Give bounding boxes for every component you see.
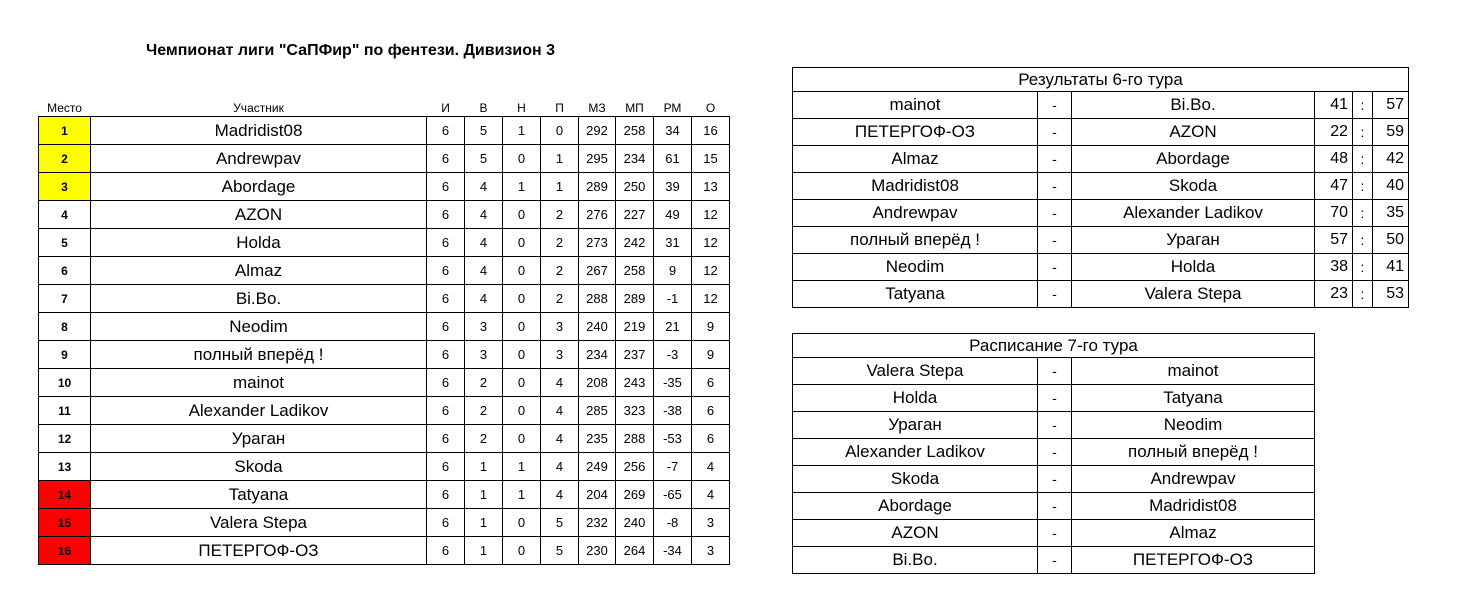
team-name: полный вперёд !	[91, 341, 427, 369]
away-team: Madridist08	[1072, 493, 1315, 520]
standings-row	[39, 117, 734, 145]
scored-cell: 273	[579, 229, 616, 257]
team-name: Neodim	[91, 313, 427, 341]
result-row	[793, 173, 1409, 200]
conceded-cell: 219	[616, 313, 654, 341]
draws-cell: 0	[503, 397, 541, 425]
conceded-cell: 256	[616, 453, 654, 481]
conceded-cell: 269	[616, 481, 654, 509]
team-name: mainot	[91, 369, 427, 397]
conceded-cell: 240	[616, 509, 654, 537]
result-row	[793, 146, 1409, 173]
separator: -	[1038, 173, 1072, 200]
home-score: 48	[1315, 146, 1353, 173]
points-cell: 6	[692, 425, 730, 453]
schedule-title: Расписание 7-го тура	[793, 334, 1315, 358]
standings-row	[39, 509, 734, 537]
team-name: Almaz	[91, 257, 427, 285]
wins-cell: 2	[465, 397, 503, 425]
points-cell: 12	[692, 229, 730, 257]
team-name: Abordage	[91, 173, 427, 201]
away-team: Bi.Bo.	[1072, 92, 1315, 119]
separator: -	[1038, 439, 1072, 466]
separator: -	[1038, 92, 1072, 119]
wins-cell: 1	[465, 509, 503, 537]
conceded-cell: 258	[616, 117, 654, 145]
home-team: Abordage	[793, 493, 1038, 520]
wins-cell: 3	[465, 313, 503, 341]
scored-cell: 289	[579, 173, 616, 201]
losses-cell: 4	[541, 453, 579, 481]
away-team: Almaz	[1072, 520, 1315, 547]
away-score: 53	[1373, 281, 1409, 308]
away-score: 35	[1373, 200, 1409, 227]
row-spacer	[730, 117, 734, 145]
team-name: Alexander Ladikov	[91, 397, 427, 425]
home-team: Alexander Ladikov	[793, 439, 1038, 466]
diff-cell: 21	[654, 313, 692, 341]
diff-cell: 9	[654, 257, 692, 285]
diff-cell: -7	[654, 453, 692, 481]
played-cell: 6	[427, 341, 465, 369]
score-colon: :	[1353, 254, 1373, 281]
place-cell: 7	[39, 285, 91, 313]
place-cell: 4	[39, 201, 91, 229]
wins-cell: 5	[465, 117, 503, 145]
away-team: ПЕТЕРГОФ-ОЗ	[1072, 547, 1315, 574]
header-points: О	[705, 101, 716, 115]
row-spacer	[730, 453, 734, 481]
separator: -	[1038, 254, 1072, 281]
away-team: Skoda	[1072, 173, 1315, 200]
conceded-cell: 234	[616, 145, 654, 173]
score-colon: :	[1353, 200, 1373, 227]
standings-row	[39, 369, 734, 397]
score-colon: :	[1353, 227, 1373, 254]
schedule-row	[793, 547, 1315, 574]
losses-cell: 2	[541, 257, 579, 285]
row-spacer	[730, 145, 734, 173]
points-cell: 3	[692, 509, 730, 537]
played-cell: 6	[427, 173, 465, 201]
standings-row	[39, 285, 734, 313]
points-cell: 16	[692, 117, 730, 145]
row-spacer	[730, 369, 734, 397]
losses-cell: 3	[541, 341, 579, 369]
team-name: Holda	[91, 229, 427, 257]
away-team: Abordage	[1072, 146, 1315, 173]
separator: -	[1038, 412, 1072, 439]
row-spacer	[730, 425, 734, 453]
played-cell: 6	[427, 201, 465, 229]
away-team: полный вперёд !	[1072, 439, 1315, 466]
conceded-cell: 288	[616, 425, 654, 453]
away-team: Alexander Ladikov	[1072, 200, 1315, 227]
place-cell: 8	[39, 313, 91, 341]
header-losses: П	[555, 101, 564, 115]
away-score: 59	[1373, 119, 1409, 146]
losses-cell: 1	[541, 173, 579, 201]
results-table	[792, 67, 1409, 308]
points-cell: 12	[692, 201, 730, 229]
diff-cell: 49	[654, 201, 692, 229]
conceded-cell: 323	[616, 397, 654, 425]
draws-cell: 0	[503, 341, 541, 369]
separator: -	[1038, 200, 1072, 227]
wins-cell: 1	[465, 481, 503, 509]
losses-cell: 5	[541, 537, 579, 565]
draws-cell: 1	[503, 453, 541, 481]
conceded-cell: 227	[616, 201, 654, 229]
score-colon: :	[1353, 173, 1373, 200]
separator: -	[1038, 119, 1072, 146]
standings-row	[39, 425, 734, 453]
away-score: 50	[1373, 227, 1409, 254]
team-name: Andrewpav	[91, 145, 427, 173]
draws-cell: 0	[503, 537, 541, 565]
schedule-row	[793, 520, 1315, 547]
header-scored: МЗ	[588, 101, 606, 115]
schedule-row	[793, 412, 1315, 439]
team-name: Valera Stepa	[91, 509, 427, 537]
home-score: 70	[1315, 200, 1353, 227]
standings-row	[39, 145, 734, 173]
standings-row	[39, 453, 734, 481]
home-team: mainot	[793, 92, 1038, 119]
diff-cell: 31	[654, 229, 692, 257]
scored-cell: 285	[579, 397, 616, 425]
losses-cell: 4	[541, 397, 579, 425]
points-cell: 13	[692, 173, 730, 201]
draws-cell: 0	[503, 201, 541, 229]
standings-row	[39, 257, 734, 285]
away-score: 41	[1373, 254, 1409, 281]
separator: -	[1038, 520, 1072, 547]
losses-cell: 4	[541, 425, 579, 453]
wins-cell: 4	[465, 201, 503, 229]
scored-cell: 208	[579, 369, 616, 397]
conceded-cell: 258	[616, 257, 654, 285]
header-played: И	[441, 101, 450, 115]
schedule-row	[793, 385, 1315, 412]
played-cell: 6	[427, 285, 465, 313]
scored-cell: 240	[579, 313, 616, 341]
home-team: Neodim	[793, 254, 1038, 281]
away-score: 42	[1373, 146, 1409, 173]
separator: -	[1038, 281, 1072, 308]
home-team: Ураган	[793, 412, 1038, 439]
schedule-row	[793, 466, 1315, 493]
score-colon: :	[1353, 92, 1373, 119]
diff-cell: -35	[654, 369, 692, 397]
place-cell: 12	[39, 425, 91, 453]
played-cell: 6	[427, 453, 465, 481]
diff-cell: -34	[654, 537, 692, 565]
team-name: ПЕТЕРГОФ-ОЗ	[91, 537, 427, 565]
place-cell: 3	[39, 173, 91, 201]
place-cell: 5	[39, 229, 91, 257]
played-cell: 6	[427, 397, 465, 425]
points-cell: 12	[692, 285, 730, 313]
played-cell: 6	[427, 257, 465, 285]
header-diff: РМ	[663, 101, 682, 115]
home-team: Tatyana	[793, 281, 1038, 308]
away-score: 40	[1373, 173, 1409, 200]
away-score: 57	[1373, 92, 1409, 119]
away-team: Tatyana	[1072, 385, 1315, 412]
standings-row	[39, 229, 734, 257]
away-team: Neodim	[1072, 412, 1315, 439]
diff-cell: 34	[654, 117, 692, 145]
scored-cell: 267	[579, 257, 616, 285]
row-spacer	[730, 201, 734, 229]
home-score: 57	[1315, 227, 1353, 254]
row-spacer	[730, 285, 734, 313]
separator: -	[1038, 146, 1072, 173]
standings-row	[39, 341, 734, 369]
result-row	[793, 254, 1409, 281]
away-team: Ураган	[1072, 227, 1315, 254]
away-team: Holda	[1072, 254, 1315, 281]
points-cell: 12	[692, 257, 730, 285]
results-title: Результаты 6-го тура	[793, 68, 1409, 92]
place-cell: 13	[39, 453, 91, 481]
draws-cell: 0	[503, 313, 541, 341]
row-spacer	[730, 509, 734, 537]
separator: -	[1038, 227, 1072, 254]
home-team: Skoda	[793, 466, 1038, 493]
away-team: Andrewpav	[1072, 466, 1315, 493]
played-cell: 6	[427, 145, 465, 173]
home-score: 41	[1315, 92, 1353, 119]
header-wins: В	[479, 101, 488, 115]
header-spacer	[730, 94, 734, 117]
played-cell: 6	[427, 117, 465, 145]
header-conceded: МП	[625, 101, 644, 115]
wins-cell: 3	[465, 341, 503, 369]
away-team: mainot	[1072, 358, 1315, 385]
home-team: Bi.Bo.	[793, 547, 1038, 574]
played-cell: 6	[427, 509, 465, 537]
team-name: Madridist08	[91, 117, 427, 145]
diff-cell: -53	[654, 425, 692, 453]
points-cell: 6	[692, 369, 730, 397]
scored-cell: 234	[579, 341, 616, 369]
schedule-row	[793, 358, 1315, 385]
draws-cell: 1	[503, 117, 541, 145]
scored-cell: 204	[579, 481, 616, 509]
conceded-cell: 250	[616, 173, 654, 201]
diff-cell: -8	[654, 509, 692, 537]
wins-cell: 2	[465, 369, 503, 397]
scored-cell: 288	[579, 285, 616, 313]
row-spacer	[730, 313, 734, 341]
team-name: Tatyana	[91, 481, 427, 509]
wins-cell: 4	[465, 229, 503, 257]
played-cell: 6	[427, 369, 465, 397]
losses-cell: 2	[541, 285, 579, 313]
draws-cell: 0	[503, 257, 541, 285]
home-team: полный вперёд !	[793, 227, 1038, 254]
standings-row	[39, 313, 734, 341]
points-cell: 9	[692, 341, 730, 369]
scored-cell: 276	[579, 201, 616, 229]
conceded-cell: 237	[616, 341, 654, 369]
draws-cell: 0	[503, 369, 541, 397]
schedule-row	[793, 493, 1315, 520]
row-spacer	[730, 537, 734, 565]
played-cell: 6	[427, 537, 465, 565]
draws-cell: 0	[503, 229, 541, 257]
diff-cell: -1	[654, 285, 692, 313]
losses-cell: 2	[541, 201, 579, 229]
home-team: ПЕТЕРГОФ-ОЗ	[793, 119, 1038, 146]
place-cell: 11	[39, 397, 91, 425]
wins-cell: 2	[465, 425, 503, 453]
page-title: Чемпионат лиги "СаПФир" по фентези. Дивизион 3	[146, 42, 555, 59]
separator: -	[1038, 385, 1072, 412]
losses-cell: 4	[541, 481, 579, 509]
team-name: Ураган	[91, 425, 427, 453]
place-cell: 2	[39, 145, 91, 173]
row-spacer	[730, 481, 734, 509]
place-cell: 6	[39, 257, 91, 285]
draws-cell: 0	[503, 509, 541, 537]
conceded-cell: 242	[616, 229, 654, 257]
points-cell: 9	[692, 313, 730, 341]
row-spacer	[730, 173, 734, 201]
schedule-table	[792, 333, 1315, 574]
wins-cell: 5	[465, 145, 503, 173]
losses-cell: 5	[541, 509, 579, 537]
separator: -	[1038, 466, 1072, 493]
header-participant: Участник	[233, 101, 284, 115]
place-cell: 1	[39, 117, 91, 145]
diff-cell: -3	[654, 341, 692, 369]
diff-cell: 61	[654, 145, 692, 173]
home-team: Andrewpav	[793, 200, 1038, 227]
diff-cell: 39	[654, 173, 692, 201]
away-team: Valera Stepa	[1072, 281, 1315, 308]
team-name: Skoda	[91, 453, 427, 481]
wins-cell: 1	[465, 453, 503, 481]
separator: -	[1038, 358, 1072, 385]
points-cell: 15	[692, 145, 730, 173]
draws-cell: 1	[503, 481, 541, 509]
result-row	[793, 200, 1409, 227]
standings-header-row	[39, 94, 734, 117]
points-cell: 4	[692, 453, 730, 481]
played-cell: 6	[427, 313, 465, 341]
home-team: Holda	[793, 385, 1038, 412]
conceded-cell: 264	[616, 537, 654, 565]
row-spacer	[730, 397, 734, 425]
draws-cell: 0	[503, 145, 541, 173]
home-score: 38	[1315, 254, 1353, 281]
home-team: Madridist08	[793, 173, 1038, 200]
losses-cell: 0	[541, 117, 579, 145]
team-name: Bi.Bo.	[91, 285, 427, 313]
losses-cell: 3	[541, 313, 579, 341]
wins-cell: 4	[465, 173, 503, 201]
losses-cell: 4	[541, 369, 579, 397]
standings-row	[39, 537, 734, 565]
conceded-cell: 243	[616, 369, 654, 397]
standings-row	[39, 397, 734, 425]
header-place: Место	[47, 101, 82, 115]
points-cell: 6	[692, 397, 730, 425]
played-cell: 6	[427, 425, 465, 453]
place-cell: 16	[39, 537, 91, 565]
draws-cell: 1	[503, 173, 541, 201]
row-spacer	[730, 257, 734, 285]
place-cell: 14	[39, 481, 91, 509]
home-team: Valera Stepa	[793, 358, 1038, 385]
place-cell: 9	[39, 341, 91, 369]
separator: -	[1038, 547, 1072, 574]
scored-cell: 235	[579, 425, 616, 453]
result-row	[793, 281, 1409, 308]
played-cell: 6	[427, 481, 465, 509]
losses-cell: 1	[541, 145, 579, 173]
result-row	[793, 92, 1409, 119]
score-colon: :	[1353, 119, 1373, 146]
played-cell: 6	[427, 229, 465, 257]
scored-cell: 295	[579, 145, 616, 173]
draws-cell: 0	[503, 285, 541, 313]
conceded-cell: 289	[616, 285, 654, 313]
home-score: 23	[1315, 281, 1353, 308]
away-team: AZON	[1072, 119, 1315, 146]
scored-cell: 292	[579, 117, 616, 145]
wins-cell: 4	[465, 285, 503, 313]
header-draws: Н	[517, 101, 526, 115]
score-colon: :	[1353, 146, 1373, 173]
place-cell: 10	[39, 369, 91, 397]
scored-cell: 230	[579, 537, 616, 565]
wins-cell: 1	[465, 537, 503, 565]
team-name: AZON	[91, 201, 427, 229]
diff-cell: -38	[654, 397, 692, 425]
draws-cell: 0	[503, 425, 541, 453]
standings-row	[39, 173, 734, 201]
points-cell: 4	[692, 481, 730, 509]
home-team: Almaz	[793, 146, 1038, 173]
schedule-row	[793, 439, 1315, 466]
result-row	[793, 119, 1409, 146]
result-row	[793, 227, 1409, 254]
score-colon: :	[1353, 281, 1373, 308]
home-score: 47	[1315, 173, 1353, 200]
points-cell: 3	[692, 537, 730, 565]
row-spacer	[730, 229, 734, 257]
standings-table	[38, 94, 734, 565]
standings-row	[39, 201, 734, 229]
losses-cell: 2	[541, 229, 579, 257]
home-score: 22	[1315, 119, 1353, 146]
standings-row	[39, 481, 734, 509]
separator: -	[1038, 493, 1072, 520]
home-team: AZON	[793, 520, 1038, 547]
row-spacer	[730, 341, 734, 369]
diff-cell: -65	[654, 481, 692, 509]
place-cell: 15	[39, 509, 91, 537]
wins-cell: 4	[465, 257, 503, 285]
scored-cell: 232	[579, 509, 616, 537]
scored-cell: 249	[579, 453, 616, 481]
